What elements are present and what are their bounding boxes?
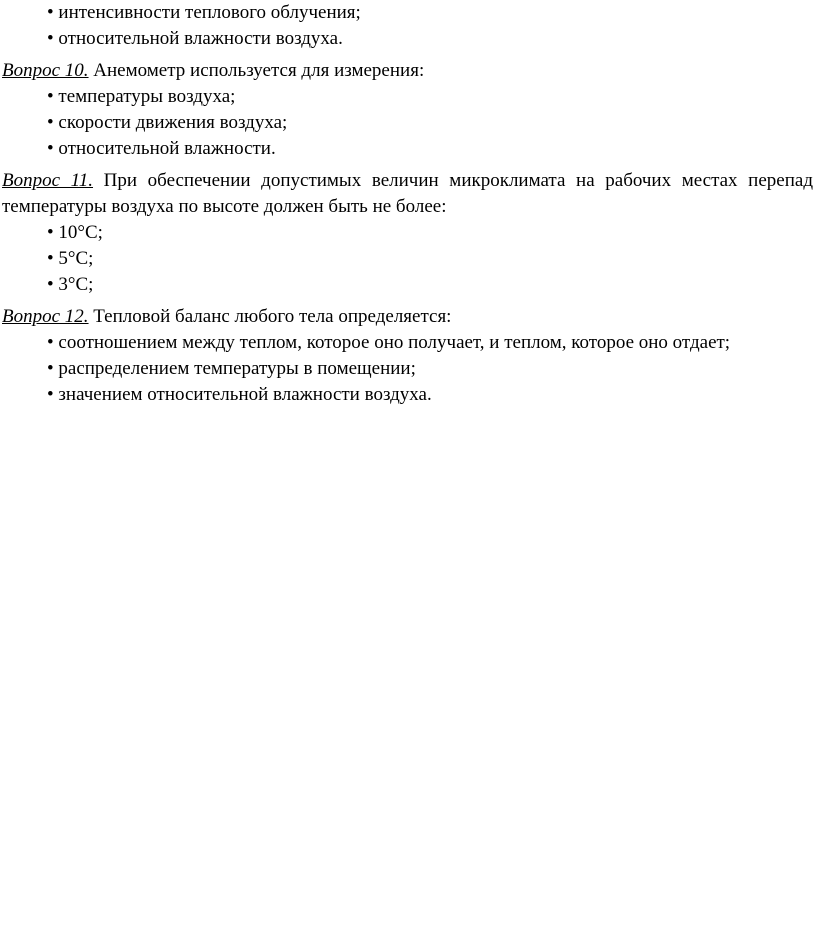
question-12-option-1: • соотношением между теплом, которое оно получает, и теплом, которое оно отдает; bbox=[47, 332, 731, 353]
question-10-option-2: • скорости движения воздуха; bbox=[47, 112, 288, 133]
question-11-option-3: • 3°С; bbox=[47, 274, 94, 295]
document-page bbox=[0, 0, 816, 408]
question-11-text: При обеспечении допустимых величин микроклимата на рабочих местах перепад температуры воздуха по высоте должен быть не более: bbox=[2, 170, 813, 217]
question-12-option-3: • значением относительной влажности воздуха. bbox=[47, 384, 432, 405]
question-11-option-2: • 5°С; bbox=[47, 248, 94, 269]
question-12 bbox=[0, 304, 813, 330]
question-12-option-2: • распределением температуры в помещении; bbox=[47, 358, 416, 379]
question-12-label: Вопрос 12. bbox=[2, 306, 89, 327]
option-top-2: • относительной влажности воздуха. bbox=[47, 28, 343, 49]
question-11 bbox=[0, 168, 813, 220]
question-10-option-3: • относительной влажности. bbox=[47, 138, 276, 159]
question-10-label: Вопрос 10. bbox=[2, 60, 89, 81]
question-10-option-1: • температуры воздуха; bbox=[47, 86, 236, 107]
question-10 bbox=[0, 58, 813, 84]
option-top-1: • интенсивности теплового облучения; bbox=[47, 2, 361, 23]
question-11-label: Вопрос 11. bbox=[2, 170, 94, 191]
question-10-text: Анемометр используется для измерения: bbox=[88, 60, 425, 81]
question-11-option-1: • 10°С; bbox=[47, 222, 103, 243]
question-12-text: Тепловой баланс любого тела определяется: bbox=[88, 306, 452, 327]
